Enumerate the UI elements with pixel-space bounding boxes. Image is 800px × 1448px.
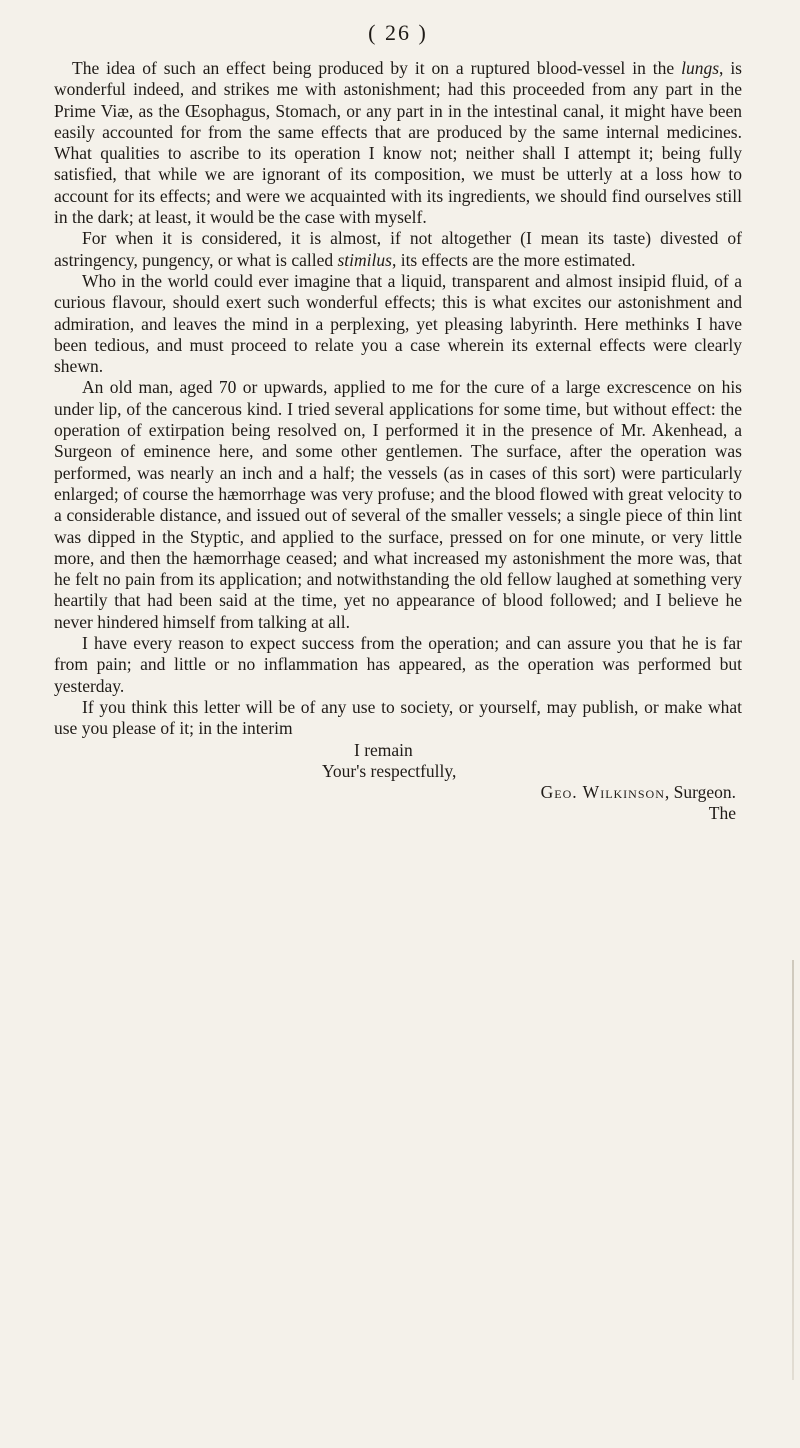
paragraph-text: I have every reason to expect success from the operation; and can assure you that he is far from pain; and little or no inflammation has appeared, as the operation was performed but yesterday.: [54, 633, 742, 696]
paragraph-text: , is wonderful indeed, and strikes me with astonishment; had this proceeded from any part in the Prime Viæ, as the Œsophagus, Stomach, or any part in in the intestinal canal, it might have been easily accounted for from the same effects that are produced by the same internal medicines. What qualities to ascribe to its operation I know not; neither shall I attempt it; being fully satisfied, that while we are ignorant of its composition, we must be utterly at a loss how to account for its effects; and were we acquainted with its ingredients, we should find ourselves still in the dark; at least, it would be the case with myself.: [54, 58, 742, 228]
paragraph: [54, 377, 742, 633]
letter-body: [54, 58, 742, 740]
catchword: The: [708, 803, 736, 824]
paragraph-text: The idea of such an effect being produced by it on a ruptured blood-vessel in the: [72, 58, 682, 78]
closing-remain: I remain: [354, 739, 413, 760]
paragraph-text: An old man, aged 70 or upwards, applied to me for the cure of a large excrescence on his under lip, of the cancerous kind. I tried several applications for some time, but without effect: the operation of extirpation being resolved on, I performed it in the presence of Mr. Akenhead, a Surgeon of eminence here, and some other gentlemen. The surface, after the operation was performed, was nearly an inch and a half; the vessels (as in cases of this sort) were particularly enlarged; of course the hæmorrhage was very profuse; and the blood flowed with great velocity to a considerable distance, and issued out of several of the smaller vessels; a single piece of thin lint was dipped in the Styptic, and applied to the surface, pressed on for one minute, or very little more, and then the hæmorrhage ceased; and what increased my astonishment the more was, that he felt no pain from its application; and notwithstanding the old fellow laughed at something very heartily that had been said at the time, yet no appearance of blood followed; and I believe he never hindered himself from talking at all.: [54, 377, 742, 632]
letter-closing: [54, 740, 742, 825]
emphasis-text: stimilus: [337, 249, 392, 270]
signature: [54, 782, 742, 803]
paragraph: [54, 228, 742, 271]
page-edge-shadow: [792, 960, 794, 1380]
paragraph-text: For when it is considered, it is almost, if not altogether (I mean its taste) divested of astringency, pungency, or what is called: [54, 228, 742, 270]
paragraph-text: Who in the world could ever imagine that a liquid, transparent and almost insipid fluid, of a curious flavour, should exert such wonderful effects; this is what excites our astonishment and admiration, and leaves the mind in a perplexing, yet pleasing labyrinth. Here methinks I have been tedious, and must proceed to relate you a case wherein its external effects were clearly shewn.: [54, 270, 742, 377]
paragraph: [54, 58, 742, 228]
paragraph-text: If you think this letter will be of any use to society, or yourself, may publish, or make what use you please of it; in the interim: [54, 696, 742, 739]
paragraph: [54, 271, 742, 377]
signature-name: Geo. Wilkinson: [540, 782, 665, 803]
emphasis-text: lungs: [681, 58, 720, 78]
paragraph: [54, 633, 742, 697]
closing-valediction: Your's respectfully,: [322, 760, 457, 781]
signature-title: , Surgeon.: [664, 782, 736, 803]
paragraph: [54, 697, 742, 740]
paragraph-text: , its effects are the more estimated.: [391, 249, 636, 270]
page-number: ( 26 ): [368, 20, 428, 45]
